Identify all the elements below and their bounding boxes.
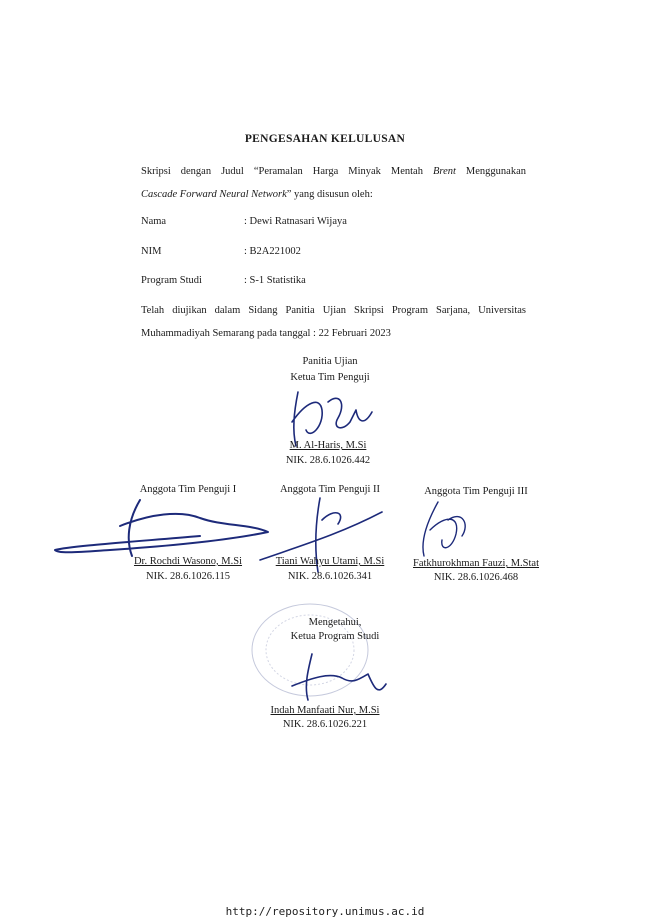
approval-label: Mengetahui, xyxy=(308,617,362,628)
intro-text-3: ” yang disusun oleh: xyxy=(286,189,373,200)
field-value: : Dewi Ratnasari Wijaya xyxy=(244,216,347,227)
intro-text-1: Skripsi dengan Judul “Peramalan Harga Minyak Mentah xyxy=(141,166,433,177)
member-3-role: Anggota Tim Penguji III xyxy=(424,486,528,497)
field-label: NIM xyxy=(141,246,162,257)
member-3-name: Fatkhurokhman Fauzi, M.Stat xyxy=(413,558,539,569)
approval-signature xyxy=(282,648,402,708)
committee-label: Panitia Ujian xyxy=(302,356,358,367)
intro-paragraph xyxy=(141,160,526,206)
chair-nik: NIK. 28.6.1026.442 xyxy=(285,455,371,466)
chair-role: Ketua Tim Penguji xyxy=(290,372,370,383)
chair-name: M. Al-Haris, M.Si xyxy=(289,440,367,451)
member-1-name: Dr. Rochdi Wasono, M.Si xyxy=(133,556,243,567)
document-title: PENGESAHAN KELULUSAN xyxy=(244,133,406,145)
field-row-nama xyxy=(141,216,347,227)
exam-paragraph xyxy=(141,299,526,345)
field-label: Nama xyxy=(141,216,167,227)
field-value: : B2A221002 xyxy=(244,246,301,257)
exam-text-1: Telah diujikan dalam Sidang Panitia Ujian Skripsi Program Sarjana, Universitas xyxy=(141,305,526,316)
field-value: : S-1 Statistika xyxy=(244,275,306,286)
approval-nik: NIK. 28.6.1026.221 xyxy=(282,719,368,730)
field-row-program-studi xyxy=(141,275,306,286)
field-label: Program Studi xyxy=(141,275,202,286)
member-1-role: Anggota Tim Penguji I xyxy=(139,484,237,495)
member-2-name: Tiani Wahyu Utami, M.Si xyxy=(275,556,385,567)
intro-text-2: Menggunakan xyxy=(455,166,526,177)
member-2-nik: NIK. 28.6.1026.341 xyxy=(287,571,373,582)
approval-name: Indah Manfaati Nur, M.Si xyxy=(270,705,380,716)
member-3-nik: NIK. 28.6.1026.468 xyxy=(433,572,519,583)
repository-url[interactable]: http://repository.unimus.ac.id xyxy=(225,905,425,918)
approval-role: Ketua Program Studi xyxy=(290,631,380,642)
intro-italic-1: Brent xyxy=(432,166,456,177)
member-2-role: Anggota Tim Penguji II xyxy=(279,484,381,495)
member-1-nik: NIK. 28.6.1026.115 xyxy=(146,571,230,582)
field-row-nim xyxy=(141,246,301,257)
exam-text-2: Muhammadiyah Semarang pada tanggal : 22 Februari 2023 xyxy=(141,328,391,339)
intro-italic-2: Cascade Forward Neural Network xyxy=(141,189,287,200)
